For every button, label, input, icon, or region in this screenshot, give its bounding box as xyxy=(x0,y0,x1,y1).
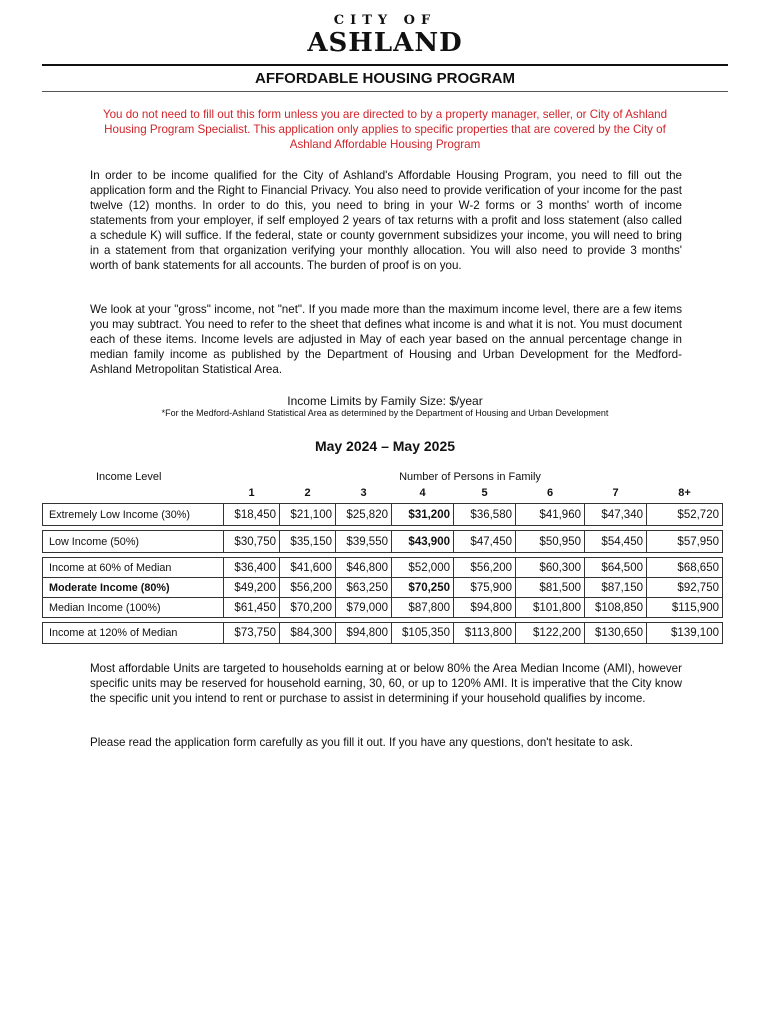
row-label: Median Income (100%) xyxy=(43,598,224,618)
limit-cell: $21,100 xyxy=(280,504,336,526)
limit-cell: $31,200 xyxy=(392,504,454,526)
limit-cell: $35,150 xyxy=(280,531,336,553)
limit-cell: $46,800 xyxy=(336,558,392,578)
limit-cell: $36,580 xyxy=(454,504,516,526)
income-qualification-paragraph: In order to be income qualified for the City of Ashland's Affordable Housing Program, you need to fill out the application form and the Right to Financial Privacy. You also need to provide verification of your income for the past twelve (12) months. In order to do this, you need to bring in your W-2 forms or 3 months' worth of income statements from your employer, if self employed 2 years of tax returns with a profit and loss statement (also called a schedule K) will suffice. If the federal, state or county government subsidizes your income, you will need to bring in a statement from that organization verifying your monthly allocation. You will also need to provide 3 months' worth of bank statements for all accounts. The burden of proof is on you. xyxy=(90,169,682,272)
persons-header: Number of Persons in Family xyxy=(399,471,541,483)
limit-cell: $41,600 xyxy=(280,558,336,578)
limit-cell: $63,250 xyxy=(336,578,392,598)
row-label: Income at 60% of Median xyxy=(43,558,224,578)
limit-cell: $49,200 xyxy=(224,578,280,598)
size-header: 2 xyxy=(304,487,311,499)
table-row xyxy=(43,623,723,644)
row-label: Income at 120% of Median xyxy=(43,623,224,644)
limit-cell: $57,950 xyxy=(647,531,723,553)
income-limits-note: *For the Medford-Ashland Statistical Area as determined by the Department of Housing and Urban Development xyxy=(161,408,609,418)
size-header: 4 xyxy=(419,487,426,499)
limit-cell: $68,650 xyxy=(647,558,723,578)
row-label: Moderate Income (80%) xyxy=(43,578,224,598)
limit-cell: $39,550 xyxy=(336,531,392,553)
limit-cell: $52,720 xyxy=(647,504,723,526)
gross-income-paragraph: We look at your "gross" income, not "net". If you made more than the maximum income level, there are a few items you may subtract. You need to refer to the sheet that defines what income is and what it is not. You must document each of these items. Income levels are adjusted in May of each year based on the annual percentage change in median family income as published by the Department of Housing and Urban Development for the Medford-Ashland Metropolitan Statistical Area. xyxy=(90,303,682,376)
limit-cell: $75,900 xyxy=(454,578,516,598)
limit-cell: $101,800 xyxy=(516,598,585,618)
limit-cell: $70,250 xyxy=(392,578,454,598)
limit-cell: $105,350 xyxy=(392,623,454,644)
limit-cell: $56,200 xyxy=(454,558,516,578)
limit-cell: $94,800 xyxy=(454,598,516,618)
limit-cell: $18,450 xyxy=(224,504,280,526)
limit-cell: $56,200 xyxy=(280,578,336,598)
income-limits-table xyxy=(42,483,723,644)
limit-cell: $113,800 xyxy=(454,623,516,644)
limit-cell: $81,500 xyxy=(516,578,585,598)
limit-cell: $130,650 xyxy=(585,623,647,644)
header-rule xyxy=(42,64,728,66)
size-header: 1 xyxy=(248,487,255,499)
blank-header xyxy=(43,483,224,504)
limit-cell: $87,800 xyxy=(392,598,454,618)
income-limits-title: Income Limits by Family Size: $/year xyxy=(287,394,483,408)
row-label: Low Income (50%) xyxy=(43,531,224,553)
limit-cell: $41,960 xyxy=(516,504,585,526)
limit-cell: $25,820 xyxy=(336,504,392,526)
limit-cell: $64,500 xyxy=(585,558,647,578)
limit-cell: $30,750 xyxy=(224,531,280,553)
limit-cell: $73,750 xyxy=(224,623,280,644)
closing-paragraph: Please read the application form carefully as you fill it out. If you have any questions, don't hesitate to ask. xyxy=(90,736,633,749)
logo-ashland: ASHLAND xyxy=(307,28,463,58)
table-row xyxy=(43,558,723,578)
limit-cell: $47,340 xyxy=(585,504,647,526)
limit-cell: $47,450 xyxy=(454,531,516,553)
limit-cell: $84,300 xyxy=(280,623,336,644)
limit-cell: $43,900 xyxy=(392,531,454,553)
table-row xyxy=(43,598,723,618)
limit-cell: $61,450 xyxy=(224,598,280,618)
city-logo xyxy=(0,14,770,58)
limit-cell: $54,450 xyxy=(585,531,647,553)
size-header: 8+ xyxy=(678,487,691,499)
limit-cell: $79,000 xyxy=(336,598,392,618)
limit-cell: $108,850 xyxy=(585,598,647,618)
table-row xyxy=(43,531,723,553)
limits-period: May 2024 – May 2025 xyxy=(314,438,456,454)
size-header-row xyxy=(43,483,723,504)
limit-cell: $60,300 xyxy=(516,558,585,578)
limit-cell: $50,950 xyxy=(516,531,585,553)
limit-cell: $52,000 xyxy=(392,558,454,578)
warning-notice: You do not need to fill out this form unless you are directed to by a property manager, seller, or City of Ashland Housing Program Specialist. This application only applies to specific properties that are covered by the City of Ashland Affordable Housing Program xyxy=(102,108,668,151)
logo-city-of: CITY OF xyxy=(333,13,437,28)
limit-cell: $122,200 xyxy=(516,623,585,644)
limit-cell: $139,100 xyxy=(647,623,723,644)
limit-cell: $87,150 xyxy=(585,578,647,598)
size-header: 7 xyxy=(612,487,619,499)
page-title: AFFORDABLE HOUSING PROGRAM xyxy=(255,70,515,87)
ami-targeting-paragraph: Most affordable Units are targeted to households earning at or below 80% the Area Median Income (AMI), however specific units may be reserved for household earning, 30, 60, or up to 120% AMI. It is imperative that the City know the specific unit you intend to rent or purchase to assist in determining if your household qualifies by income. xyxy=(90,662,682,705)
size-header: 5 xyxy=(481,487,488,499)
limit-cell: $36,400 xyxy=(224,558,280,578)
table-row xyxy=(43,578,723,598)
limit-cell: $115,900 xyxy=(647,598,723,618)
table-row xyxy=(43,504,723,526)
income-level-header: Income Level xyxy=(96,471,162,483)
limit-cell: $92,750 xyxy=(647,578,723,598)
size-header: 3 xyxy=(360,487,367,499)
limit-cell: $94,800 xyxy=(336,623,392,644)
row-label: Extremely Low Income (30%) xyxy=(43,504,224,526)
title-rule xyxy=(42,91,728,92)
size-header: 6 xyxy=(546,487,554,499)
limit-cell: $70,200 xyxy=(280,598,336,618)
